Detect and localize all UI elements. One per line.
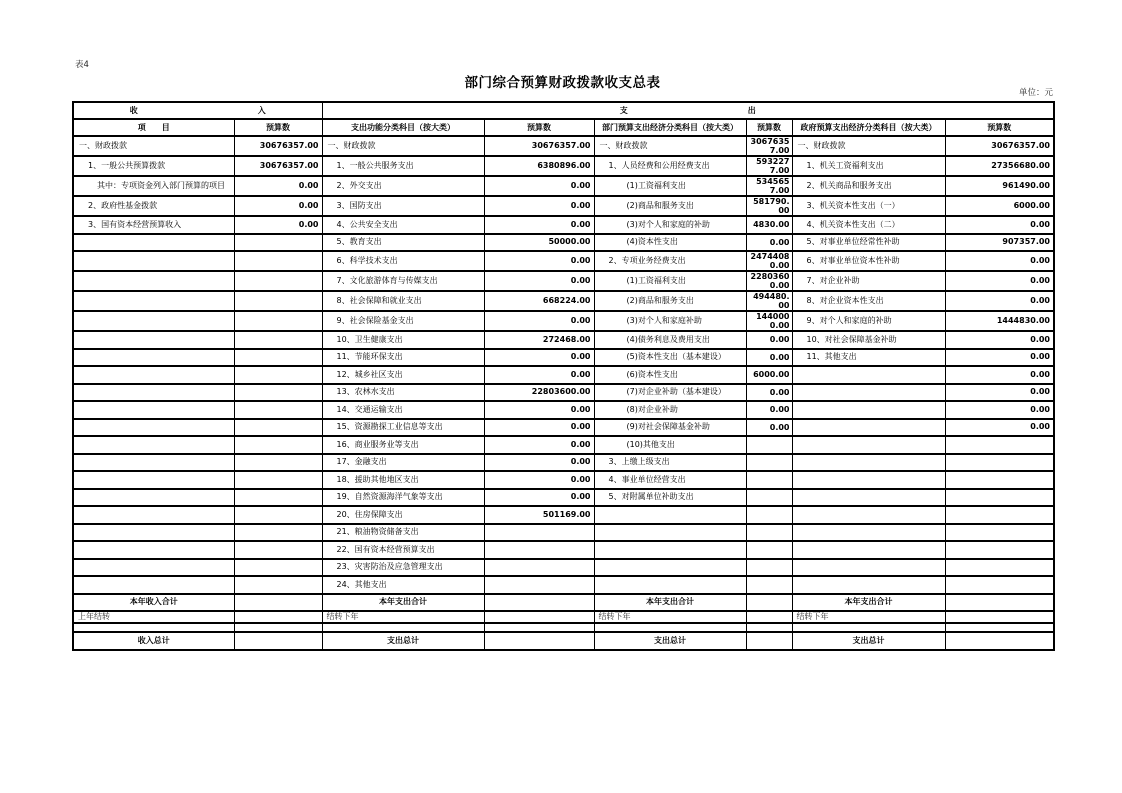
row-value-cell bbox=[234, 541, 322, 559]
row-label-cell: 11、节能环保支出 bbox=[322, 349, 484, 367]
row-label-cell: 10、对社会保障基金补助 bbox=[792, 331, 945, 349]
row-value-cell bbox=[234, 471, 322, 489]
row-value-cell: 0.00 bbox=[746, 234, 792, 252]
row-value-cell: 0.00 bbox=[945, 251, 1054, 271]
table-row bbox=[73, 632, 1054, 650]
row-label-cell: 1、机关工资福利支出 bbox=[792, 156, 945, 176]
row-value-cell: 0.00 bbox=[484, 349, 594, 367]
row-value-cell: 0.00 bbox=[234, 176, 322, 196]
row-value-cell: 0.00 bbox=[484, 311, 594, 331]
row-value-cell: 0.00 bbox=[945, 384, 1054, 402]
row-label-cell: 本年支出合计 bbox=[792, 594, 945, 612]
row-label-cell: 本年收入合计 bbox=[73, 594, 234, 612]
table-row bbox=[73, 196, 1054, 216]
row-value-cell bbox=[945, 594, 1054, 612]
row-label-cell: (7)对企业补助（基本建设） bbox=[594, 384, 746, 402]
row-value-cell: 0.00 bbox=[484, 454, 594, 472]
column-header-function-class: 支出功能分类科目（按大类） bbox=[322, 119, 484, 136]
row-label-cell bbox=[73, 454, 234, 472]
row-label-cell: 4、公共安全支出 bbox=[322, 216, 484, 234]
row-value-cell bbox=[945, 623, 1054, 632]
row-label-cell: 11、其他支出 bbox=[792, 349, 945, 367]
row-label-cell: (6)资本性支出 bbox=[594, 366, 746, 384]
table-row bbox=[73, 506, 1054, 524]
row-label-cell bbox=[73, 506, 234, 524]
row-value-cell bbox=[746, 436, 792, 454]
row-value-cell: 27356680.00 bbox=[945, 156, 1054, 176]
row-label-cell: 5、教育支出 bbox=[322, 234, 484, 252]
row-value-cell: 0.00 bbox=[484, 489, 594, 507]
row-label-cell: 10、卫生健康支出 bbox=[322, 331, 484, 349]
row-label-cell: 13、农林水支出 bbox=[322, 384, 484, 402]
row-value-cell: 30676357.00 bbox=[945, 136, 1054, 156]
row-label-cell bbox=[322, 623, 484, 632]
budget-summary-table bbox=[72, 101, 1055, 651]
row-value-cell: 1440000.00 bbox=[746, 311, 792, 331]
group-header-row bbox=[73, 102, 1054, 119]
row-value-cell: 668224.00 bbox=[484, 291, 594, 311]
row-label-cell: (10)其他支出 bbox=[594, 436, 746, 454]
row-label-cell: 3、机关资本性支出（一） bbox=[792, 196, 945, 216]
row-value-cell: 0.00 bbox=[746, 349, 792, 367]
row-value-cell: 0.00 bbox=[945, 366, 1054, 384]
row-value-cell: 30676357.00 bbox=[746, 136, 792, 156]
row-label-cell: 2、政府性基金拨款 bbox=[73, 196, 234, 216]
row-value-cell bbox=[945, 632, 1054, 650]
table-row bbox=[73, 216, 1054, 234]
row-value-cell: 0.00 bbox=[484, 196, 594, 216]
row-label-cell bbox=[73, 234, 234, 252]
row-label-cell bbox=[594, 524, 746, 542]
column-header-dept-econ-class: 部门预算支出经济分类科目（按大类） bbox=[594, 119, 746, 136]
row-value-cell bbox=[234, 331, 322, 349]
row-label-cell: (4)资本性支出 bbox=[594, 234, 746, 252]
row-value-cell bbox=[746, 632, 792, 650]
row-label-cell bbox=[792, 454, 945, 472]
column-header-gov-econ-class: 政府预算支出经济分类科目（按大类） bbox=[792, 119, 945, 136]
row-label-cell bbox=[73, 524, 234, 542]
row-value-cell bbox=[484, 524, 594, 542]
row-label-cell bbox=[73, 291, 234, 311]
table-row bbox=[73, 489, 1054, 507]
row-label-cell bbox=[792, 506, 945, 524]
row-label-cell: 其中：专项资金列入部门预算的项目 bbox=[73, 176, 234, 196]
column-header-budget: 预算数 bbox=[484, 119, 594, 136]
row-label-cell: 结转下年 bbox=[594, 611, 746, 623]
row-value-cell bbox=[234, 291, 322, 311]
row-value-cell: 961490.00 bbox=[945, 176, 1054, 196]
row-value-cell bbox=[746, 524, 792, 542]
row-value-cell bbox=[945, 576, 1054, 594]
row-label-cell: 15、资源勘探工业信息等支出 bbox=[322, 419, 484, 437]
table-row bbox=[73, 559, 1054, 577]
row-value-cell: 0.00 bbox=[945, 271, 1054, 291]
row-label-cell: 支出总计 bbox=[322, 632, 484, 650]
row-value-cell: 22803600.00 bbox=[484, 384, 594, 402]
row-label-cell: 20、住房保障支出 bbox=[322, 506, 484, 524]
row-label-cell: 支出总计 bbox=[792, 632, 945, 650]
row-value-cell bbox=[746, 471, 792, 489]
row-label-cell: 19、自然资源海洋气象等支出 bbox=[322, 489, 484, 507]
row-label-cell: (1)工资福利支出 bbox=[594, 271, 746, 291]
row-label-cell bbox=[792, 576, 945, 594]
row-label-cell bbox=[73, 251, 234, 271]
row-value-cell bbox=[234, 454, 322, 472]
row-label-cell: 22、国有资本经营预算支出 bbox=[322, 541, 484, 559]
row-label-cell bbox=[73, 331, 234, 349]
row-value-cell bbox=[234, 576, 322, 594]
row-value-cell: 0.00 bbox=[484, 216, 594, 234]
row-label-cell bbox=[73, 576, 234, 594]
row-value-cell bbox=[234, 366, 322, 384]
row-label-cell: 23、灾害防治及应急管理支出 bbox=[322, 559, 484, 577]
row-value-cell bbox=[234, 632, 322, 650]
row-value-cell: 5932277.00 bbox=[746, 156, 792, 176]
row-label-cell: 18、援助其他地区支出 bbox=[322, 471, 484, 489]
row-value-cell: 0.00 bbox=[484, 366, 594, 384]
row-label-cell bbox=[73, 623, 234, 632]
row-value-cell: 0.00 bbox=[484, 176, 594, 196]
row-value-cell: 5345657.00 bbox=[746, 176, 792, 196]
row-value-cell bbox=[234, 559, 322, 577]
table-row bbox=[73, 576, 1054, 594]
row-label-cell: 一、财政拨款 bbox=[322, 136, 484, 156]
row-label-cell bbox=[792, 489, 945, 507]
table-row bbox=[73, 366, 1054, 384]
table-row bbox=[73, 401, 1054, 419]
row-label-cell bbox=[792, 524, 945, 542]
row-value-cell bbox=[234, 611, 322, 623]
row-label-cell bbox=[73, 471, 234, 489]
row-value-cell: 6380896.00 bbox=[484, 156, 594, 176]
row-value-cell: 50000.00 bbox=[484, 234, 594, 252]
row-label-cell: (5)资本性支出（基本建设） bbox=[594, 349, 746, 367]
row-value-cell bbox=[945, 489, 1054, 507]
row-value-cell bbox=[234, 436, 322, 454]
row-label-cell: 1、一般公共服务支出 bbox=[322, 156, 484, 176]
row-value-cell: 0.00 bbox=[484, 419, 594, 437]
table-row bbox=[73, 156, 1054, 176]
column-header-row bbox=[73, 119, 1054, 136]
row-value-cell bbox=[234, 506, 322, 524]
row-label-cell: (3)对个人和家庭的补助 bbox=[594, 216, 746, 234]
row-label-cell bbox=[73, 311, 234, 331]
row-label-cell bbox=[792, 541, 945, 559]
row-label-cell: (4)债务利息及费用支出 bbox=[594, 331, 746, 349]
row-value-cell bbox=[484, 623, 594, 632]
table-body bbox=[73, 136, 1054, 650]
row-label-cell bbox=[792, 623, 945, 632]
row-value-cell: 494480.00 bbox=[746, 291, 792, 311]
table-row bbox=[73, 311, 1054, 331]
row-value-cell bbox=[945, 471, 1054, 489]
row-value-cell: 0.00 bbox=[945, 401, 1054, 419]
row-label-cell: (8)对企业补助 bbox=[594, 401, 746, 419]
row-label-cell: 9、对个人和家庭的补助 bbox=[792, 311, 945, 331]
row-value-cell: 501169.00 bbox=[484, 506, 594, 524]
row-value-cell: 0.00 bbox=[945, 349, 1054, 367]
row-label-cell: (2)商品和服务支出 bbox=[594, 196, 746, 216]
table-row bbox=[73, 349, 1054, 367]
row-value-cell: 0.00 bbox=[484, 271, 594, 291]
income-group-header: 收 入 bbox=[73, 102, 322, 119]
row-value-cell bbox=[484, 611, 594, 623]
row-value-cell: 0.00 bbox=[746, 419, 792, 437]
table-row bbox=[73, 454, 1054, 472]
row-value-cell bbox=[484, 632, 594, 650]
table-row bbox=[73, 384, 1054, 402]
row-value-cell: 0.00 bbox=[746, 331, 792, 349]
row-value-cell bbox=[234, 489, 322, 507]
row-value-cell: 0.00 bbox=[484, 436, 594, 454]
row-label-cell bbox=[73, 384, 234, 402]
column-header-budget: 预算数 bbox=[234, 119, 322, 136]
row-label-cell bbox=[792, 436, 945, 454]
row-label-cell: 9、社会保险基金支出 bbox=[322, 311, 484, 331]
table-row bbox=[73, 234, 1054, 252]
row-label-cell: (3)对个人和家庭补助 bbox=[594, 311, 746, 331]
table-row bbox=[73, 611, 1054, 623]
row-value-cell bbox=[746, 559, 792, 577]
row-label-cell bbox=[792, 559, 945, 577]
row-label-cell bbox=[594, 576, 746, 594]
page-title: 部门综合预算财政拨款收支总表 bbox=[464, 75, 661, 91]
row-label-cell: 上年结转 bbox=[73, 611, 234, 623]
row-value-cell bbox=[234, 349, 322, 367]
expenditure-group-header: 支 出 bbox=[322, 102, 1054, 119]
row-label-cell bbox=[73, 271, 234, 291]
row-label-cell: 一、财政拨款 bbox=[73, 136, 234, 156]
row-label-cell bbox=[594, 623, 746, 632]
row-value-cell bbox=[746, 454, 792, 472]
row-label-cell: 7、文化旅游体育与传媒支出 bbox=[322, 271, 484, 291]
row-value-cell bbox=[484, 559, 594, 577]
row-label-cell: 本年支出合计 bbox=[594, 594, 746, 612]
table-row bbox=[73, 176, 1054, 196]
row-value-cell bbox=[746, 623, 792, 632]
row-value-cell bbox=[234, 384, 322, 402]
row-value-cell: 907357.00 bbox=[945, 234, 1054, 252]
table-header bbox=[73, 102, 1054, 136]
row-value-cell: 4830.00 bbox=[746, 216, 792, 234]
row-value-cell bbox=[746, 489, 792, 507]
row-value-cell: 30676357.00 bbox=[484, 136, 594, 156]
row-label-cell: 17、金融支出 bbox=[322, 454, 484, 472]
row-value-cell: 1444830.00 bbox=[945, 311, 1054, 331]
table-row bbox=[73, 136, 1054, 156]
unit-note: 单位：元 bbox=[1018, 88, 1053, 98]
table-row bbox=[73, 541, 1054, 559]
table-row bbox=[73, 471, 1054, 489]
row-label-cell bbox=[792, 366, 945, 384]
row-label-cell: 本年支出合计 bbox=[322, 594, 484, 612]
row-value-cell: 581790.00 bbox=[746, 196, 792, 216]
row-value-cell bbox=[746, 576, 792, 594]
row-value-cell bbox=[234, 623, 322, 632]
row-value-cell bbox=[234, 401, 322, 419]
row-value-cell: 0.00 bbox=[234, 216, 322, 234]
row-value-cell: 0.00 bbox=[484, 401, 594, 419]
row-label-cell: 1、人员经费和公用经费支出 bbox=[594, 156, 746, 176]
row-label-cell bbox=[73, 366, 234, 384]
row-label-cell bbox=[73, 559, 234, 577]
row-label-cell: 2、专项业务经费支出 bbox=[594, 251, 746, 271]
row-value-cell bbox=[945, 436, 1054, 454]
row-label-cell: 3、国有资本经营预算收入 bbox=[73, 216, 234, 234]
row-label-cell: 结转下年 bbox=[322, 611, 484, 623]
row-value-cell: 0.00 bbox=[945, 331, 1054, 349]
row-value-cell: 30676357.00 bbox=[234, 156, 322, 176]
row-label-cell: 结转下年 bbox=[792, 611, 945, 623]
row-label-cell bbox=[73, 541, 234, 559]
row-value-cell: 0.00 bbox=[484, 471, 594, 489]
row-label-cell bbox=[73, 401, 234, 419]
row-value-cell bbox=[484, 541, 594, 559]
row-label-cell: 24、其他支出 bbox=[322, 576, 484, 594]
column-header-budget: 预算数 bbox=[746, 119, 792, 136]
table-row bbox=[73, 524, 1054, 542]
row-label-cell bbox=[594, 506, 746, 524]
row-label-cell: 4、机关资本性支出（二） bbox=[792, 216, 945, 234]
row-label-cell bbox=[792, 471, 945, 489]
row-value-cell: 24744080.00 bbox=[746, 251, 792, 271]
row-value-cell: 272468.00 bbox=[484, 331, 594, 349]
row-label-cell: 收入总计 bbox=[73, 632, 234, 650]
row-value-cell bbox=[945, 454, 1054, 472]
row-label-cell bbox=[73, 349, 234, 367]
row-value-cell: 0.00 bbox=[945, 419, 1054, 437]
row-value-cell bbox=[746, 611, 792, 623]
table-row bbox=[73, 331, 1054, 349]
row-value-cell bbox=[234, 524, 322, 542]
row-value-cell: 30676357.00 bbox=[234, 136, 322, 156]
row-label-cell: (2)商品和服务支出 bbox=[594, 291, 746, 311]
table-row bbox=[73, 623, 1054, 632]
table-number-tag: 表4 bbox=[75, 60, 89, 70]
table-row bbox=[73, 436, 1054, 454]
column-header-item: 项 目 bbox=[73, 119, 234, 136]
table-row bbox=[73, 594, 1054, 612]
row-value-cell: 0.00 bbox=[234, 196, 322, 216]
row-value-cell bbox=[746, 506, 792, 524]
row-value-cell: 0.00 bbox=[746, 384, 792, 402]
row-value-cell: 0.00 bbox=[746, 401, 792, 419]
row-value-cell: 0.00 bbox=[945, 291, 1054, 311]
row-value-cell bbox=[234, 311, 322, 331]
row-label-cell: 16、商业服务业等支出 bbox=[322, 436, 484, 454]
table-row bbox=[73, 251, 1054, 271]
row-label-cell: 一、财政拨款 bbox=[792, 136, 945, 156]
row-label-cell: 4、事业单位经营支出 bbox=[594, 471, 746, 489]
row-label-cell: 一、财政拨款 bbox=[594, 136, 746, 156]
row-value-cell bbox=[945, 559, 1054, 577]
row-value-cell: 0.00 bbox=[484, 251, 594, 271]
row-label-cell bbox=[73, 419, 234, 437]
row-label-cell bbox=[594, 541, 746, 559]
row-label-cell bbox=[73, 436, 234, 454]
row-label-cell: (1)工资福利支出 bbox=[594, 176, 746, 196]
table-row bbox=[73, 419, 1054, 437]
row-value-cell bbox=[945, 506, 1054, 524]
row-value-cell bbox=[945, 611, 1054, 623]
row-value-cell bbox=[945, 541, 1054, 559]
row-value-cell bbox=[234, 251, 322, 271]
column-header-budget: 预算数 bbox=[945, 119, 1054, 136]
row-label-cell: 6、科学技术支出 bbox=[322, 251, 484, 271]
row-label-cell: 3、国防支出 bbox=[322, 196, 484, 216]
row-value-cell: 0.00 bbox=[945, 216, 1054, 234]
row-value-cell bbox=[234, 234, 322, 252]
row-label-cell: 14、交通运输支出 bbox=[322, 401, 484, 419]
row-label-cell: 1、一般公共预算拨款 bbox=[73, 156, 234, 176]
row-value-cell bbox=[234, 419, 322, 437]
row-value-cell bbox=[945, 524, 1054, 542]
row-label-cell bbox=[792, 384, 945, 402]
row-label-cell: 7、对企业补助 bbox=[792, 271, 945, 291]
row-value-cell bbox=[746, 541, 792, 559]
row-label-cell: 3、上缴上级支出 bbox=[594, 454, 746, 472]
row-label-cell: 2、外交支出 bbox=[322, 176, 484, 196]
row-value-cell bbox=[234, 594, 322, 612]
row-value-cell bbox=[234, 271, 322, 291]
row-value-cell: 22803600.00 bbox=[746, 271, 792, 291]
row-label-cell: 8、社会保障和就业支出 bbox=[322, 291, 484, 311]
table-row bbox=[73, 291, 1054, 311]
row-value-cell: 6000.00 bbox=[746, 366, 792, 384]
row-label-cell bbox=[792, 419, 945, 437]
row-value-cell bbox=[746, 594, 792, 612]
row-label-cell: 8、对企业资本性支出 bbox=[792, 291, 945, 311]
row-label-cell: 5、对附属单位补助支出 bbox=[594, 489, 746, 507]
row-label-cell: 21、粮油物资储备支出 bbox=[322, 524, 484, 542]
row-label-cell bbox=[73, 489, 234, 507]
row-label-cell: 支出总计 bbox=[594, 632, 746, 650]
row-value-cell bbox=[484, 576, 594, 594]
row-value-cell: 6000.00 bbox=[945, 196, 1054, 216]
row-label-cell bbox=[594, 559, 746, 577]
row-label-cell: 5、对事业单位经常性补助 bbox=[792, 234, 945, 252]
row-value-cell bbox=[484, 594, 594, 612]
row-label-cell: 2、机关商品和服务支出 bbox=[792, 176, 945, 196]
table-row bbox=[73, 271, 1054, 291]
row-label-cell bbox=[792, 401, 945, 419]
row-label-cell: 6、对事业单位资本性补助 bbox=[792, 251, 945, 271]
row-label-cell: (9)对社会保障基金补助 bbox=[594, 419, 746, 437]
row-label-cell: 12、城乡社区支出 bbox=[322, 366, 484, 384]
